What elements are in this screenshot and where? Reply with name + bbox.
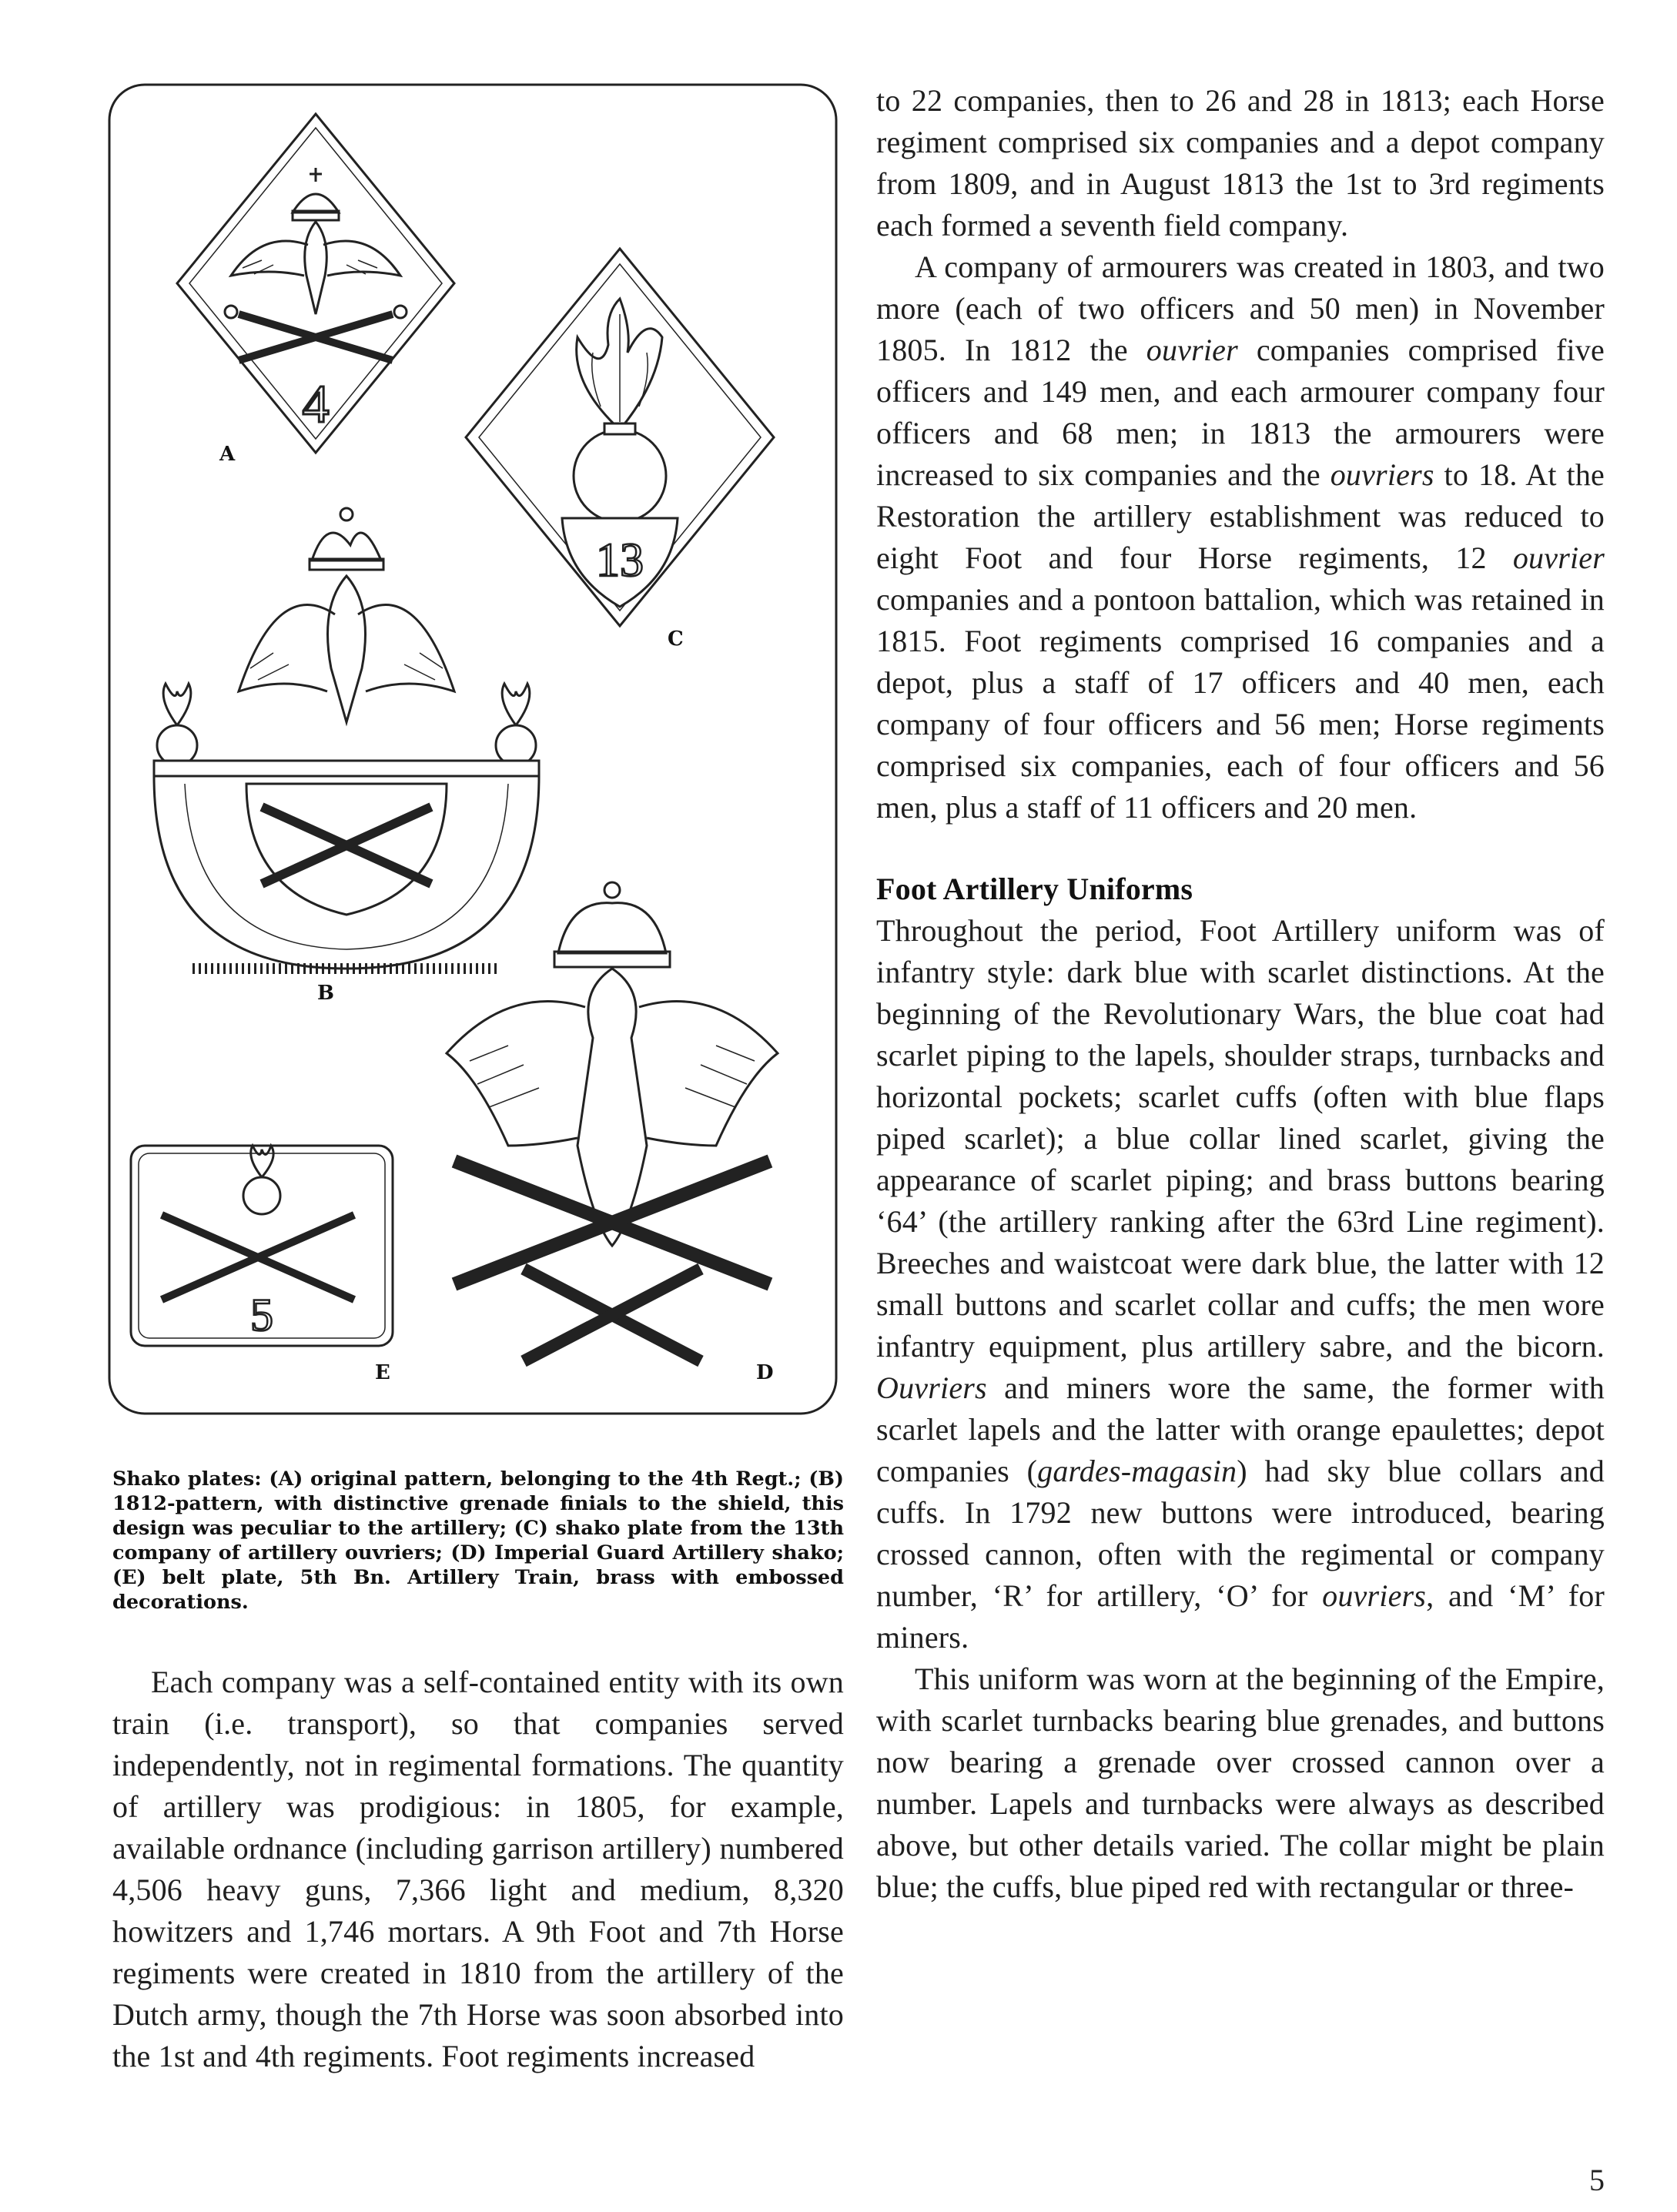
label-b: B xyxy=(317,982,334,1005)
label-c: C xyxy=(668,627,684,651)
plate-e-number: 5 xyxy=(250,1290,273,1340)
figure-caption: Shako plates: (A) original pattern, belonging to the 4th Regt.; (B) 1812-pattern, with distinctive grenade finials to the shield, this design was peculiar to the artillery; (C) shako plate from the 13th company of artillery ouvriers; (D) Imperial Guard Artillery shako; (E) belt plate, 5th Bn. Artillery Train, brass with embossed decorations. xyxy=(112,1467,844,1614)
plate-d xyxy=(447,882,778,1361)
plate-a-number: 4 xyxy=(302,375,330,434)
left-paragraph-1: Each company was a self-contained entity with its own train (i.e. transport), so that companies served independently, not in regimental formations. The quantity of artillery was prodigious: in 1805, for example, available ordnance (including garrison artillery) numbered 4,506 heavy guns, 7,366 light and medium, 8,320 howitzers and 1,746 mortars. A 9th Foot and 7th Horse regiments were created in 1810 from the artillery of the Dutch army, though the 7th Horse was soon absorbed into the 1st and 4th regiments. Foot regiments increased xyxy=(112,1665,844,2073)
plate-e xyxy=(131,1146,393,1346)
right-paragraph-2: A company of armourers was created in 1803, and two more (each of two officers and 50 men) in November 1805. In 1812 the ouvrier companies comprised five officers and 149 men, and each armourer company four officers and 68 men; in 1813 the armourers were increased to six companies and the ouvriers to 18. At the Restoration the artillery establishment was reduced to eight Foot and four Horse regiments, 12 ouvrier companies and a pontoon battalion, which was retained in 1815. Foot regiments comprised 16 companies and a depot, plus a staff of 17 officers and 40 men, each company of four officers and 56 men; Horse regiments comprised six companies, each of four officers and 56 men, plus a staff of 11 officers and 20 men. xyxy=(876,249,1605,825)
label-d: D xyxy=(756,1361,774,1384)
right-paragraph-1: to 22 companies, then to 26 and 28 in 1813; each Horse regiment comprised six companies and a depot company from 1809, and in August 1813 the 1st to 3rd regiments each formed a seventh field company. xyxy=(876,83,1605,243)
plate-c xyxy=(466,249,774,626)
shako-plates-illustration xyxy=(108,83,838,1415)
plate-b xyxy=(154,508,539,969)
right-paragraph-4: This uniform was worn at the beginning of the Empire, with scarlet turnbacks bearing blue grenades, and buttons now bearing a grenade over crossed cannon over a number. Lapels and turnbacks were always as described above, but other details varied. The collar might be plain blue; the cuffs, blue piped red with rectangular or three- xyxy=(876,1662,1605,1904)
right-column xyxy=(876,80,1605,1908)
left-column xyxy=(112,1662,844,2077)
right-paragraph-3: Throughout the period, Foot Artillery uniform was of infantry style: dark blue with scarlet distinctions. At the beginning of the Revolutionary Wars, the blue coat had scarlet piping to the lapels, shoulder straps, turnbacks and horizontal pockets; scarlet cuffs (often with blue flaps piped scarlet); a blue collar lined scarlet, giving the appearance of scarlet piping; and brass buttons bearing ‘64’ (the artillery ranking after the 63rd Line regiment). Breeches and waistcoat were dark blue, the latter with 12 small buttons and scarlet collar and cuffs; the men wore infantry equipment, plus artillery sabre, and the bicorn. Ouvriers and miners wore the same, the former with scarlet lapels and the latter with orange epaulettes; depot companies (gardes-magasin) had sky blue collars and cuffs. In 1792 new buttons were introduced, bearing crossed cannon, often with the regimental or company number, ‘R’ for artillery, ‘O’ for ouvriers, and ‘M’ for miners. xyxy=(876,913,1605,1655)
section-heading: Foot Artillery Uniforms xyxy=(876,872,1193,906)
label-e: E xyxy=(375,1361,390,1384)
plate-a xyxy=(177,114,454,453)
plate-c-number: 13 xyxy=(596,534,644,587)
label-a: A xyxy=(219,443,236,466)
page-number: 5 xyxy=(1589,2163,1605,2197)
